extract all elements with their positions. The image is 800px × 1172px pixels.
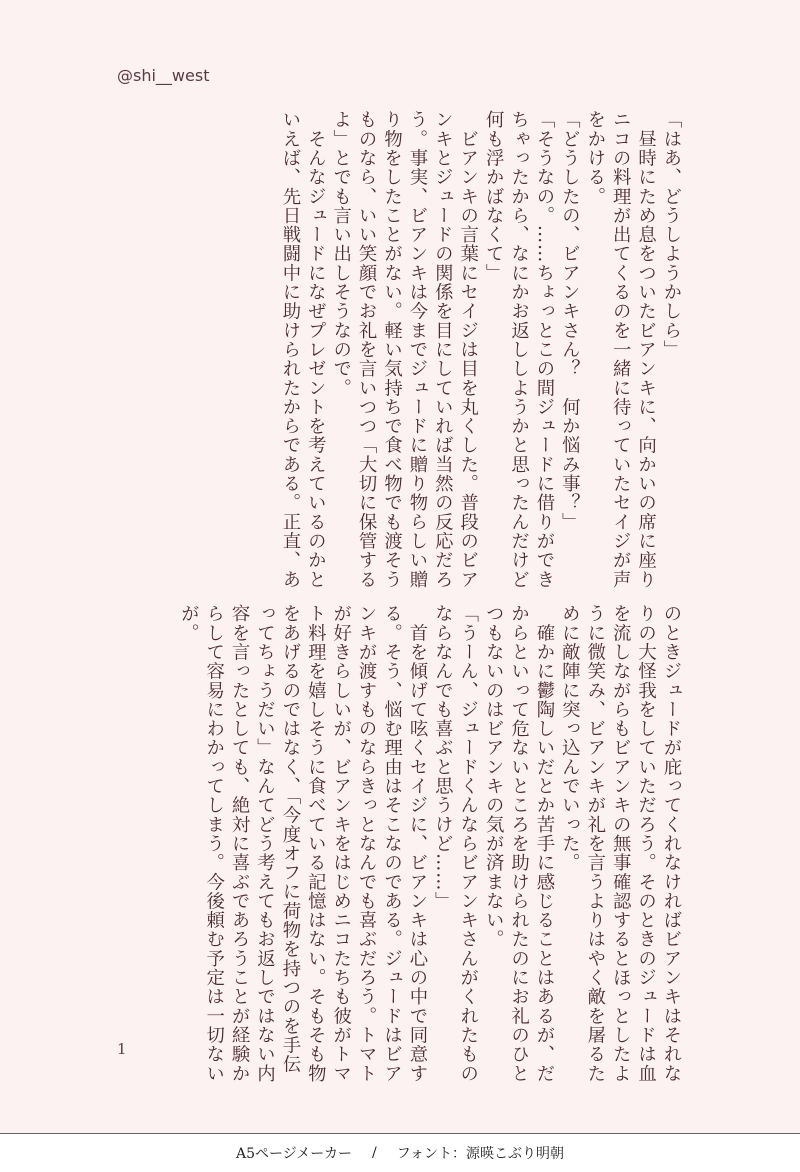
text-line: ンキが渡すものならきっとなんでも喜ぶだろう。トマト	[356, 604, 378, 1083]
text-line: 容を言ったとしても、絶対に喜ぶであろうことが経験か	[229, 604, 251, 1083]
text-line: る。そう、悩む理由はそこなのである。ジュードはビア	[381, 604, 403, 1083]
text-line: りの大怪我をしていただろう。そのときのジュードは血	[635, 604, 657, 1083]
text-block-bottom	[176, 604, 684, 1083]
text-line: 「そうなの。……ちょっとこの間ジュードに借りができ	[533, 110, 555, 589]
text-line: をかける。	[584, 110, 606, 206]
text-line: り物をしたことがない。軽い気持ちで食べ物でも渡そう	[381, 110, 403, 589]
text-line: からといって危ないところを助けられたのにお礼のひと	[508, 604, 530, 1083]
text-line: めに敵陣に突っ込んでいった。	[559, 604, 581, 873]
text-line: ンキとジュードの関係を目にしていれば当然の反応だろ	[432, 110, 454, 589]
text-line: 昼時にため息をついたビアンキに、向かいの席に座り	[635, 110, 657, 589]
text-line: 「うーん、ジュードくんならビアンキさんがくれたもの	[457, 604, 479, 1083]
footer-separator: /	[372, 1145, 377, 1161]
footer-app-name: A5ページメーカー	[235, 1146, 352, 1162]
text-line: そんなジュードになぜプレゼントを考えているのかと	[305, 110, 327, 589]
text-line: ト料理を嬉しそうに食べている記憶はない。そもそも物	[305, 604, 327, 1083]
text-line: らして容易にわかってしまう。今後頼む予定は一切ない	[203, 604, 225, 1083]
text-line: 「どうしたの、ビアンキさん？ 何か悩み事？」	[559, 110, 581, 532]
text-line: ならなんでも喜ぶと思うけど……」	[432, 604, 454, 911]
text-line: うに微笑み、ビアンキが礼を言うよりはやく敵を屠るた	[584, 604, 606, 1083]
text-line: ものなら、いい笑顔でお礼を言いつつ「大切に保管する	[356, 110, 378, 589]
text-line: を流しながらもビアンキの無事確認するとほっとしたよ	[610, 604, 632, 1083]
text-line: 何も浮かばなくて」	[483, 110, 505, 283]
text-line: 確かに鬱陶しいだとか苦手に感じることはあるが、だ	[533, 604, 555, 1083]
text-line: 「はあ、どうしようかしら」	[661, 110, 682, 359]
text-line: いえば、先日戦闘中に助けられたからである。正直、あ	[279, 110, 301, 589]
text-block-top	[278, 110, 685, 589]
page-number: 1	[117, 1040, 127, 1058]
author-handle: @shi__west	[117, 66, 210, 85]
footer-bar	[0, 1133, 800, 1172]
text-line: ってちょうだい」なんてどう考えてもお返しではない内	[254, 604, 276, 1083]
text-line: のときジュードが庇ってくれなければビアンキはそれな	[661, 604, 682, 1083]
text-line: 首を傾げて呟くセイジに、ビアンキは心の中で同意す	[406, 604, 428, 1083]
text-line: が。	[178, 604, 200, 643]
text-line: ビアンキの言葉にセイジは目を丸くした。普段のビア	[457, 110, 479, 589]
text-line: つもないのはビアンキの気が済まない。	[483, 604, 505, 949]
text-line: が好きらしいが、ビアンキをはじめニコたちも彼がトマ	[330, 604, 352, 1083]
text-line: よ」とでも言い出しそうなので。	[330, 110, 352, 398]
footer-font-name: フォント：源暎こぶり明朝	[396, 1146, 565, 1162]
text-line: ニコの料理が出てくるのを一緒に待っていたセイジが声	[610, 110, 632, 589]
text-line: をあげるのではなく、「今度オフに荷物を持つのを手伝	[279, 604, 301, 1074]
text-line: う。事実、ビアンキは今までジュードに贈り物らしい贈	[406, 110, 428, 589]
text-line: ちゃったから、なにかお返ししようかと思ったんだけど	[508, 110, 530, 589]
